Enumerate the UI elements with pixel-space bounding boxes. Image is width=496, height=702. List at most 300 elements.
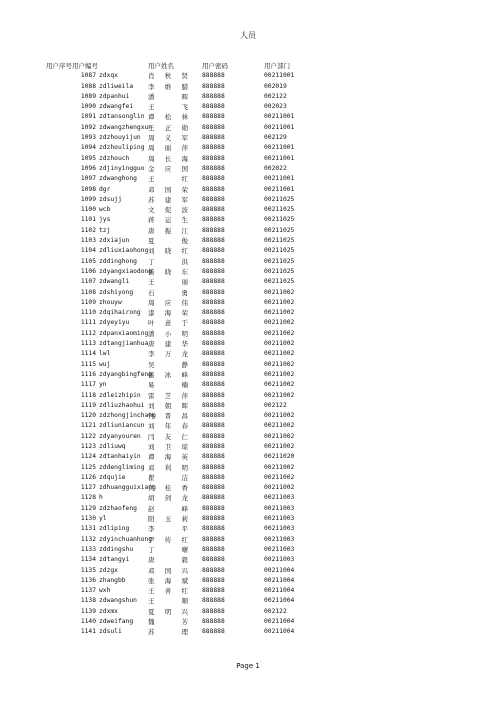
cell-user-seq: 1105	[80, 257, 96, 265]
table-row	[36, 267, 476, 277]
cell-user-dept: 00211002	[264, 473, 295, 481]
cell-user-code: zddinghong	[99, 257, 137, 265]
cell-user-name: 李 平	[148, 525, 188, 534]
cell-user-password: 888888	[202, 195, 225, 203]
cell-user-dept: 00211002	[264, 309, 295, 317]
cell-user-seq: 1121	[80, 422, 96, 430]
cell-user-dept: 00211002	[264, 442, 295, 450]
cell-user-code: zdyinchuanhong	[99, 535, 153, 543]
cell-user-dept: 00211001	[264, 123, 295, 131]
cell-user-seq: 1087	[80, 72, 96, 80]
cell-user-dept: 002122	[264, 607, 287, 615]
cell-user-name: 王正勋	[148, 123, 188, 132]
cell-user-seq: 1093	[80, 134, 96, 142]
cell-user-code: h	[99, 494, 103, 502]
cell-user-seq: 1102	[80, 226, 96, 234]
cell-user-password: 888888	[202, 206, 225, 214]
header-user-code: 用户编号	[72, 62, 98, 70]
cell-user-code: zdpanhui	[99, 92, 130, 100]
cell-user-name: 赵 峰	[148, 504, 188, 513]
cell-user-seq: 1103	[80, 237, 96, 245]
cell-user-seq: 1122	[80, 432, 96, 440]
cell-user-name: 周应伟	[148, 298, 188, 307]
cell-user-code: zdtangyi	[99, 556, 130, 564]
cell-user-name: 周长海	[148, 154, 188, 163]
cell-user-dept: 002122	[264, 92, 287, 100]
cell-user-seq: 1096	[80, 164, 96, 172]
cell-user-dept: 00211001	[264, 154, 295, 162]
cell-user-password: 888888	[202, 566, 225, 574]
cell-user-name: 潘 辉	[148, 92, 188, 101]
table-row	[36, 102, 476, 112]
cell-user-password: 888888	[202, 175, 225, 183]
cell-user-code: zdshiyong	[99, 288, 134, 296]
header-user-seq: 用户序号	[46, 62, 72, 70]
cell-user-password: 888888	[202, 82, 225, 90]
cell-user-name: 叶意于	[148, 319, 188, 328]
cell-user-password: 888888	[202, 237, 225, 245]
table-row	[36, 215, 476, 225]
cell-user-seq: 1106	[80, 267, 96, 275]
cell-user-name: 闫友仁	[148, 432, 188, 441]
cell-user-code: zdleizhipin	[99, 391, 141, 399]
cell-user-dept: 00211002	[264, 350, 295, 358]
cell-user-dept: 00211004	[264, 587, 295, 595]
cell-user-dept: 002129	[264, 134, 287, 142]
table-row	[36, 576, 476, 586]
header-user-dept: 用户部门	[264, 62, 290, 70]
table-row	[36, 195, 476, 205]
cell-user-dept: 00211020	[264, 453, 295, 461]
cell-user-name: 王喜红	[148, 587, 188, 596]
cell-user-seq: 1098	[80, 185, 96, 193]
cell-user-name: 刘晓红	[148, 247, 188, 256]
cell-user-seq: 1116	[80, 370, 96, 378]
cell-user-name: 易 楠	[148, 381, 188, 390]
table-row	[36, 483, 476, 493]
table-row	[36, 493, 476, 503]
cell-user-seq: 1140	[80, 618, 96, 626]
cell-user-code: jys	[99, 216, 111, 224]
cell-user-code: zdhuangguixiang	[99, 484, 156, 492]
table-row	[36, 205, 476, 215]
cell-user-name: 谭松林	[148, 113, 188, 122]
table-row	[36, 360, 476, 370]
table-row	[36, 298, 476, 308]
cell-user-name: 刘朝晖	[148, 401, 188, 410]
cell-user-name: 唐振江	[148, 226, 188, 235]
cell-user-name: 尹传红	[148, 535, 188, 544]
cell-user-seq: 1135	[80, 566, 96, 574]
cell-user-seq: 1091	[80, 113, 96, 121]
table-row	[36, 432, 476, 442]
cell-user-code: zdzhouch	[99, 154, 130, 162]
cell-user-dept: 00211003	[264, 494, 295, 502]
cell-user-code: zdwanghong	[99, 175, 137, 183]
cell-user-dept: 002022	[264, 164, 287, 172]
cell-user-password: 888888	[202, 329, 225, 337]
cell-user-password: 888888	[202, 134, 225, 142]
cell-user-seq: 1094	[80, 144, 96, 152]
cell-user-password: 888888	[202, 309, 225, 317]
cell-user-password: 888888	[202, 453, 225, 461]
cell-user-dept: 00211004	[264, 576, 295, 584]
cell-user-password: 888888	[202, 319, 225, 327]
cell-user-name: 魏 芳	[148, 618, 188, 627]
table-row	[36, 92, 476, 102]
cell-user-seq: 1133	[80, 545, 96, 553]
cell-user-seq: 1132	[80, 535, 96, 543]
cell-user-name: 唐建华	[148, 340, 188, 349]
cell-user-name: 雷芝萍	[148, 391, 188, 400]
cell-user-name: 石 勇	[148, 288, 188, 297]
cell-user-dept: 00211001	[264, 72, 295, 80]
cell-user-seq: 1109	[80, 298, 96, 306]
table-header	[36, 61, 476, 71]
cell-user-dept: 00211025	[264, 216, 295, 224]
table-row	[36, 164, 476, 174]
cell-user-seq: 1129	[80, 504, 96, 512]
cell-user-dept: 00211002	[264, 422, 295, 430]
table-row	[36, 473, 476, 483]
cell-user-seq: 1099	[80, 195, 96, 203]
cell-user-seq: 1118	[80, 391, 96, 399]
cell-user-dept: 00211004	[264, 597, 295, 605]
cell-user-dept: 00211004	[264, 618, 295, 626]
table-row	[36, 617, 476, 627]
cell-user-name: 周义军	[148, 134, 188, 143]
cell-user-name: 丁 洪	[148, 257, 188, 266]
cell-user-code: zdwangli	[99, 278, 130, 286]
cell-user-name: 王 飞	[148, 103, 188, 112]
table-row	[36, 174, 476, 184]
cell-user-dept: 00211001	[264, 113, 295, 121]
cell-user-dept: 00211002	[264, 432, 295, 440]
cell-user-name: 邓国荣	[148, 185, 188, 194]
cell-user-code: zdyeyiyu	[99, 319, 130, 327]
cell-user-code: zddengliming	[99, 463, 145, 471]
cell-user-dept: 002023	[264, 103, 287, 111]
cell-user-code: zdweifang	[99, 618, 134, 626]
cell-user-password: 888888	[202, 144, 225, 152]
table-row	[36, 452, 476, 462]
cell-user-code: zdxmx	[99, 607, 118, 615]
cell-user-name: 王 红	[148, 175, 188, 184]
table-row	[36, 380, 476, 390]
cell-user-password: 888888	[202, 618, 225, 626]
cell-user-code: lwl	[99, 350, 111, 358]
cell-user-password: 888888	[202, 535, 225, 543]
cell-user-name: 潘小明	[148, 329, 188, 338]
cell-user-password: 888888	[202, 628, 225, 636]
cell-user-dept: 00211002	[264, 412, 295, 420]
cell-user-code: yn	[99, 381, 107, 389]
cell-user-code: zdqihairong	[99, 309, 141, 317]
cell-user-password: 888888	[202, 154, 225, 162]
cell-user-seq: 1128	[80, 494, 96, 502]
cell-user-password: 888888	[202, 226, 225, 234]
cell-user-password: 888888	[202, 545, 225, 553]
cell-user-password: 888888	[202, 412, 225, 420]
cell-user-name: 阳玉莉	[148, 515, 188, 524]
cell-user-seq: 1108	[80, 288, 96, 296]
cell-user-password: 888888	[202, 381, 225, 389]
cell-user-dept: 00211002	[264, 340, 295, 348]
cell-user-password: 888888	[202, 442, 225, 450]
table-row	[36, 308, 476, 318]
table-row	[36, 329, 476, 339]
cell-user-password: 888888	[202, 515, 225, 523]
cell-user-name: 金应国	[148, 164, 188, 173]
cell-user-code: wxh	[99, 587, 111, 595]
cell-user-seq: 1131	[80, 525, 96, 533]
cell-user-code: zdzhouliping	[99, 144, 145, 152]
cell-user-code: zdyangbingfeng	[99, 370, 153, 378]
table-row	[36, 226, 476, 236]
cell-user-dept: 00211002	[264, 381, 295, 389]
table-row	[36, 524, 476, 534]
cell-user-password: 888888	[202, 298, 225, 306]
cell-user-code: zdliuniancun	[99, 422, 145, 430]
cell-user-code: zdzhongjinchang	[99, 412, 156, 420]
cell-user-seq: 1090	[80, 103, 96, 111]
cell-user-code: zdsujj	[99, 195, 122, 203]
cell-user-dept: 00211002	[264, 329, 295, 337]
cell-user-password: 888888	[202, 422, 225, 430]
cell-user-seq: 1107	[80, 278, 96, 286]
cell-user-password: 888888	[202, 185, 225, 193]
cell-user-seq: 1110	[80, 309, 96, 317]
cell-user-code: zdliuzhaohui	[99, 401, 145, 409]
cell-user-dept: 00211002	[264, 319, 295, 327]
cell-user-password: 888888	[202, 113, 225, 121]
table-row	[36, 504, 476, 514]
cell-user-dept: 00211025	[264, 237, 295, 245]
cell-user-dept: 002122	[264, 401, 287, 409]
cell-user-dept: 00211025	[264, 257, 295, 265]
cell-user-code: yl	[99, 515, 107, 523]
cell-user-dept: 00211001	[264, 175, 295, 183]
cell-user-password: 888888	[202, 494, 225, 502]
cell-user-seq: 1125	[80, 463, 96, 471]
table-row	[36, 442, 476, 452]
cell-user-seq: 1104	[80, 247, 96, 255]
table-row	[36, 463, 476, 473]
cell-user-password: 888888	[202, 556, 225, 564]
table-row	[36, 277, 476, 287]
cell-user-dept: 002019	[264, 82, 287, 90]
cell-user-password: 888888	[202, 123, 225, 131]
cell-user-code: zdyangxiaodong	[99, 267, 153, 275]
cell-user-code: zdxqx	[99, 72, 118, 80]
cell-user-seq: 1119	[80, 401, 96, 409]
cell-user-password: 888888	[202, 350, 225, 358]
table-row	[36, 112, 476, 122]
table-row	[36, 257, 476, 267]
cell-user-code: zdqujie	[99, 473, 126, 481]
cell-user-dept: 00211003	[264, 515, 295, 523]
table-row	[36, 246, 476, 256]
cell-user-code: tzj	[99, 226, 111, 234]
table-body	[36, 71, 476, 637]
cell-user-name: 蒋运生	[148, 216, 188, 225]
cell-user-seq: 1095	[80, 154, 96, 162]
table-row	[36, 391, 476, 401]
cell-user-password: 888888	[202, 525, 225, 533]
cell-user-name: 丁 曙	[148, 545, 188, 554]
cell-user-code: zdyanyouren	[99, 432, 141, 440]
cell-user-seq: 1123	[80, 442, 96, 450]
cell-user-code: zddingshu	[99, 545, 134, 553]
cell-user-dept: 00211003	[264, 556, 295, 564]
cell-user-name: 吴 静	[148, 360, 188, 369]
cell-user-code: zdliuxiaohong	[99, 247, 149, 255]
cell-user-code: zdzhouyijun	[99, 134, 141, 142]
cell-user-dept: 00211002	[264, 463, 295, 471]
cell-user-password: 888888	[202, 267, 225, 275]
table-row	[36, 555, 476, 565]
page-footer: Page 1	[236, 662, 260, 670]
cell-user-dept: 00211025	[264, 206, 295, 214]
header-user-password: 用户密码	[202, 62, 228, 70]
cell-user-dept: 00211004	[264, 566, 295, 574]
table-row	[36, 339, 476, 349]
cell-user-name: 夏明兴	[148, 607, 188, 616]
cell-user-code: zdliuwq	[99, 442, 126, 450]
cell-user-seq: 1115	[80, 360, 96, 368]
cell-user-dept: 00211003	[264, 525, 295, 533]
page-title: 人员	[240, 31, 256, 40]
cell-user-dept: 00211004	[264, 628, 295, 636]
table-row	[36, 185, 476, 195]
cell-user-seq: 1097	[80, 175, 96, 183]
cell-user-code: zdxiajun	[99, 237, 130, 245]
cell-user-name: 黄桂香	[148, 484, 188, 493]
table-row	[36, 401, 476, 411]
cell-user-code: zdtansonglin	[99, 113, 145, 121]
cell-user-name: 邓国兴	[148, 566, 188, 575]
table-row	[36, 514, 476, 524]
cell-user-seq: 1141	[80, 628, 96, 636]
table-row	[36, 71, 476, 81]
cell-user-dept: 00211002	[264, 484, 295, 492]
table-row	[36, 566, 476, 576]
cell-user-name: 杨冰峰	[148, 370, 188, 379]
cell-user-dept: 00211002	[264, 360, 295, 368]
cell-user-password: 888888	[202, 92, 225, 100]
cell-user-seq: 1088	[80, 82, 96, 90]
cell-user-code: zdwangzhengxun	[99, 123, 153, 131]
header-user-name: 用户姓名	[148, 62, 174, 70]
cell-user-code: zdpanxiaoming	[99, 329, 149, 337]
cell-user-seq: 1130	[80, 515, 96, 523]
table-row	[36, 596, 476, 606]
table-row	[36, 370, 476, 380]
table-row	[36, 154, 476, 164]
cell-user-password: 888888	[202, 288, 225, 296]
cell-user-name: 李维腊	[148, 82, 188, 91]
cell-user-password: 888888	[202, 401, 225, 409]
cell-user-name: 王 丽	[148, 278, 188, 287]
user-table	[36, 61, 476, 638]
cell-user-name: 夏 俊	[148, 237, 188, 246]
cell-user-dept: 00211001	[264, 144, 295, 152]
cell-user-dept: 00211025	[264, 226, 295, 234]
cell-user-dept: 00211002	[264, 288, 295, 296]
cell-user-name: 谭海英	[148, 453, 188, 462]
cell-user-code: wcb	[99, 206, 111, 214]
cell-user-code: zdtanhaiyin	[99, 453, 141, 461]
cell-user-name: 漆海荣	[148, 309, 188, 318]
table-row	[36, 627, 476, 637]
cell-user-seq: 1124	[80, 453, 96, 461]
cell-user-password: 888888	[202, 72, 225, 80]
table-row	[36, 421, 476, 431]
cell-user-password: 888888	[202, 432, 225, 440]
table-row	[36, 586, 476, 596]
table-row	[36, 82, 476, 92]
cell-user-code: dgr	[99, 185, 111, 193]
cell-user-password: 888888	[202, 278, 225, 286]
cell-user-password: 888888	[202, 587, 225, 595]
cell-user-code: zdzhaofeng	[99, 504, 137, 512]
table-row	[36, 545, 476, 555]
cell-user-dept: 00211003	[264, 504, 295, 512]
cell-user-name: 瞿 洁	[148, 473, 188, 482]
cell-user-password: 888888	[202, 576, 225, 584]
cell-user-name: 苏建军	[148, 195, 188, 204]
cell-user-name: 刘卫琼	[148, 442, 188, 451]
cell-user-password: 888888	[202, 504, 225, 512]
cell-user-seq: 1137	[80, 587, 96, 595]
cell-user-password: 888888	[202, 473, 225, 481]
cell-user-seq: 1117	[80, 381, 96, 389]
cell-user-code: zdtangjianhua	[99, 340, 149, 348]
cell-user-code: wuj	[99, 360, 111, 368]
cell-user-name: 刘年春	[148, 422, 188, 431]
cell-user-dept: 00211001	[264, 185, 295, 193]
table-row	[36, 349, 476, 359]
cell-user-code: zhangbb	[99, 576, 126, 584]
table-row	[36, 288, 476, 298]
table-row	[36, 236, 476, 246]
cell-user-password: 888888	[202, 164, 225, 172]
cell-user-password: 888888	[202, 340, 225, 348]
cell-user-password: 888888	[202, 103, 225, 111]
cell-user-name: 苏 理	[148, 628, 188, 637]
cell-user-name: 文促波	[148, 206, 188, 215]
cell-user-seq: 1100	[80, 206, 96, 214]
cell-user-code: zdliweila	[99, 82, 134, 90]
cell-user-code: zdzgx	[99, 566, 118, 574]
cell-user-seq: 1092	[80, 123, 96, 131]
cell-user-name: 钟晋昌	[148, 412, 188, 421]
cell-user-code: zdwangshun	[99, 597, 137, 605]
cell-user-name: 唐 毅	[148, 556, 188, 565]
cell-user-seq: 1114	[80, 350, 96, 358]
cell-user-seq: 1136	[80, 576, 96, 584]
cell-user-name: 王 顺	[148, 597, 188, 606]
cell-user-name: 张海斌	[148, 576, 188, 585]
cell-user-password: 888888	[202, 484, 225, 492]
cell-user-dept: 00211025	[264, 267, 295, 275]
cell-user-dept: 00211002	[264, 298, 295, 306]
cell-user-password: 888888	[202, 216, 225, 224]
cell-user-password: 888888	[202, 463, 225, 471]
cell-user-dept: 00211003	[264, 535, 295, 543]
table-row	[36, 318, 476, 328]
cell-user-code: zdjinyingguo	[99, 164, 145, 172]
